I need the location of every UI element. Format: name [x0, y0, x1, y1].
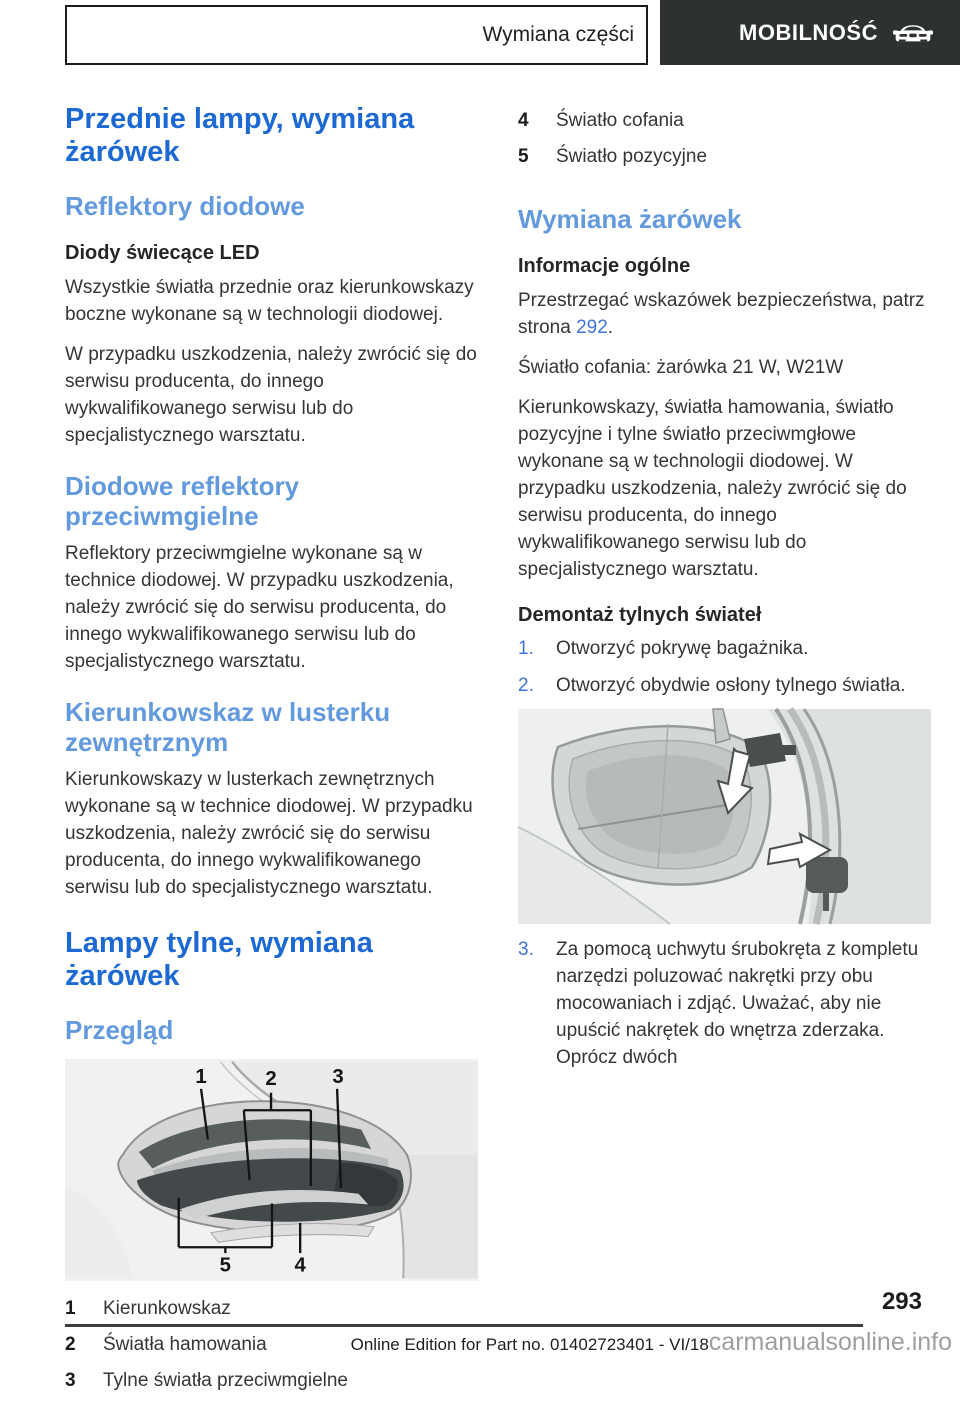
figure-label-1: 1: [195, 1066, 207, 1089]
legend-number: 4: [518, 110, 529, 131]
car-icon: [892, 19, 934, 47]
step-number: 1.: [518, 638, 534, 659]
subheading-removal: Demontaż tylnych świateł: [518, 604, 762, 626]
breadcrumb-box: [65, 5, 648, 65]
heading-front-lamps: Przednie lampy, wymiana żarówek: [65, 103, 415, 168]
figure-label-3: 3: [332, 1066, 344, 1089]
legend-number: 5: [518, 146, 529, 167]
figure-label-4: 4: [294, 1254, 306, 1277]
step-item: [518, 635, 931, 662]
taillight-removal-illustration: [518, 709, 931, 924]
legend-item: [65, 1367, 478, 1394]
content-columns: [65, 103, 931, 1403]
edition-text: Online Edition for Part no. 01402723401 - VI/18: [350, 1335, 709, 1354]
figure-label-5: 5: [219, 1254, 232, 1277]
heading-overview: Przegląd: [65, 1015, 174, 1045]
section-label: MOBILNOŚĆ: [739, 19, 878, 45]
steps-list-continued: [518, 936, 931, 1071]
step-text: Otworzyć pokrywę bagażnika.: [556, 638, 809, 659]
step-item: [518, 936, 931, 1071]
figure-label-2: 2: [265, 1067, 277, 1090]
figure-taillight-removal: [518, 709, 931, 924]
page-292-link[interactable]: 292: [576, 317, 608, 338]
heading-fog-lights: Diodowe reflektory przeciwmgielne: [65, 471, 300, 531]
legend-label: Światło pozycyjne: [556, 146, 708, 167]
heading-rear-lamps: Lampy tylne, wymiana żarówek: [65, 927, 373, 992]
paragraph-bulb-spec: Światło cofania: żarówka 21 W, W21W: [518, 357, 844, 378]
watermark-text: carmanualsonline.info: [708, 1328, 952, 1356]
legend-label: Tylne światła przeciwmgielne: [103, 1370, 348, 1391]
paragraph-safety: [518, 287, 931, 341]
step-text: Otworzyć obydwie osłony tylnego światła.: [556, 675, 906, 696]
legend-label: Światła hamowania: [103, 1334, 267, 1355]
steps-list: [518, 635, 931, 699]
legend-label: Światło cofania: [556, 110, 684, 131]
paragraph-mirror: Kierunkowskazy w lusterkach zewnętrznych wykonane są w technice diodowej. W przypadku uszkodzenia, należy zwrócić się do serwisu producenta, do innego wykwalifikowanego serwisu lub do specjalistycznego warsztatu.: [65, 769, 473, 898]
page-number: 293: [881, 1288, 922, 1315]
legend-list-right: [518, 107, 931, 170]
step-text: Za pomocą uchwytu śrubokręta z kompletu narzędzi poluzować nakrętki przy obu mocowaniach i zdjąć. Uważać, aby nie upuścić nakrętek do wnętrza zderzaka. Oprócz dwóch: [556, 939, 919, 1068]
section-tab: [660, 0, 960, 65]
legend-item: [518, 143, 931, 170]
safety-text: Przestrzegać wskazówek bezpieczeństwa, patrz strona: [518, 290, 925, 338]
heading-mirror-indicator: Kierunkowskaz w lusterku zewnętrznym: [65, 697, 391, 757]
right-column: [518, 103, 931, 1403]
legend-item: [65, 1295, 478, 1322]
legend-number: 3: [65, 1370, 76, 1391]
paragraph-led-2: W przypadku uszkodzenia, należy zwrócić się do serwisu producenta, do innego wykwalifikowanego serwisu lub do specjalistycznego warsztatu.: [65, 344, 477, 446]
breadcrumb: Wymiana części: [482, 23, 634, 46]
step-number: 2.: [518, 675, 534, 696]
heading-led-headlights: Reflektory diodowe: [65, 191, 305, 221]
legend-number: 1: [65, 1298, 76, 1319]
step-number: 3.: [518, 939, 534, 960]
legend-label: Kierunkowskaz: [103, 1298, 231, 1319]
paragraph-led-1: Wszystkie światła przednie oraz kierunkowskazy boczne wykonane są w technologii diodowej.: [65, 277, 474, 325]
subheading-led-diodes: Diody świecące LED: [65, 242, 260, 264]
paragraph-fog: Reflektory przeciwmgielne wykonane są w technice diodowej. W przypadku uszkodzenia, należy zwrócić się do serwisu producenta, do innego wykwalifikowanego serwisu lub do specjalistycznego warsztatu.: [65, 543, 454, 672]
footer-rule: [65, 1324, 863, 1327]
safety-text-end: .: [607, 317, 614, 338]
footer-edition-line: [0, 1328, 952, 1357]
step-item: [518, 672, 931, 699]
legend-item: [518, 107, 931, 134]
paragraph-rear-led: Kierunkowskazy, światła hamowania, światło pozycyjne i tylne światło przeciwmgłowe wykonane są w technologii diodowej. W przypadku uszkodzenia, należy zwrócić się do serwisu producenta, do innego wykwalifikowanego serwisu lub do specjalistycznego warsztatu.: [518, 397, 907, 580]
left-column: [65, 103, 478, 1403]
figure-rear-lamp-overview: [65, 1059, 478, 1281]
page-header: [0, 0, 960, 70]
heading-bulb-replacement: Wymiana żarówek: [518, 204, 742, 234]
legend-number: 2: [65, 1334, 76, 1355]
subheading-general-info: Informacje ogólne: [518, 255, 691, 277]
rear-lamp-overview-illustration: [65, 1059, 478, 1281]
